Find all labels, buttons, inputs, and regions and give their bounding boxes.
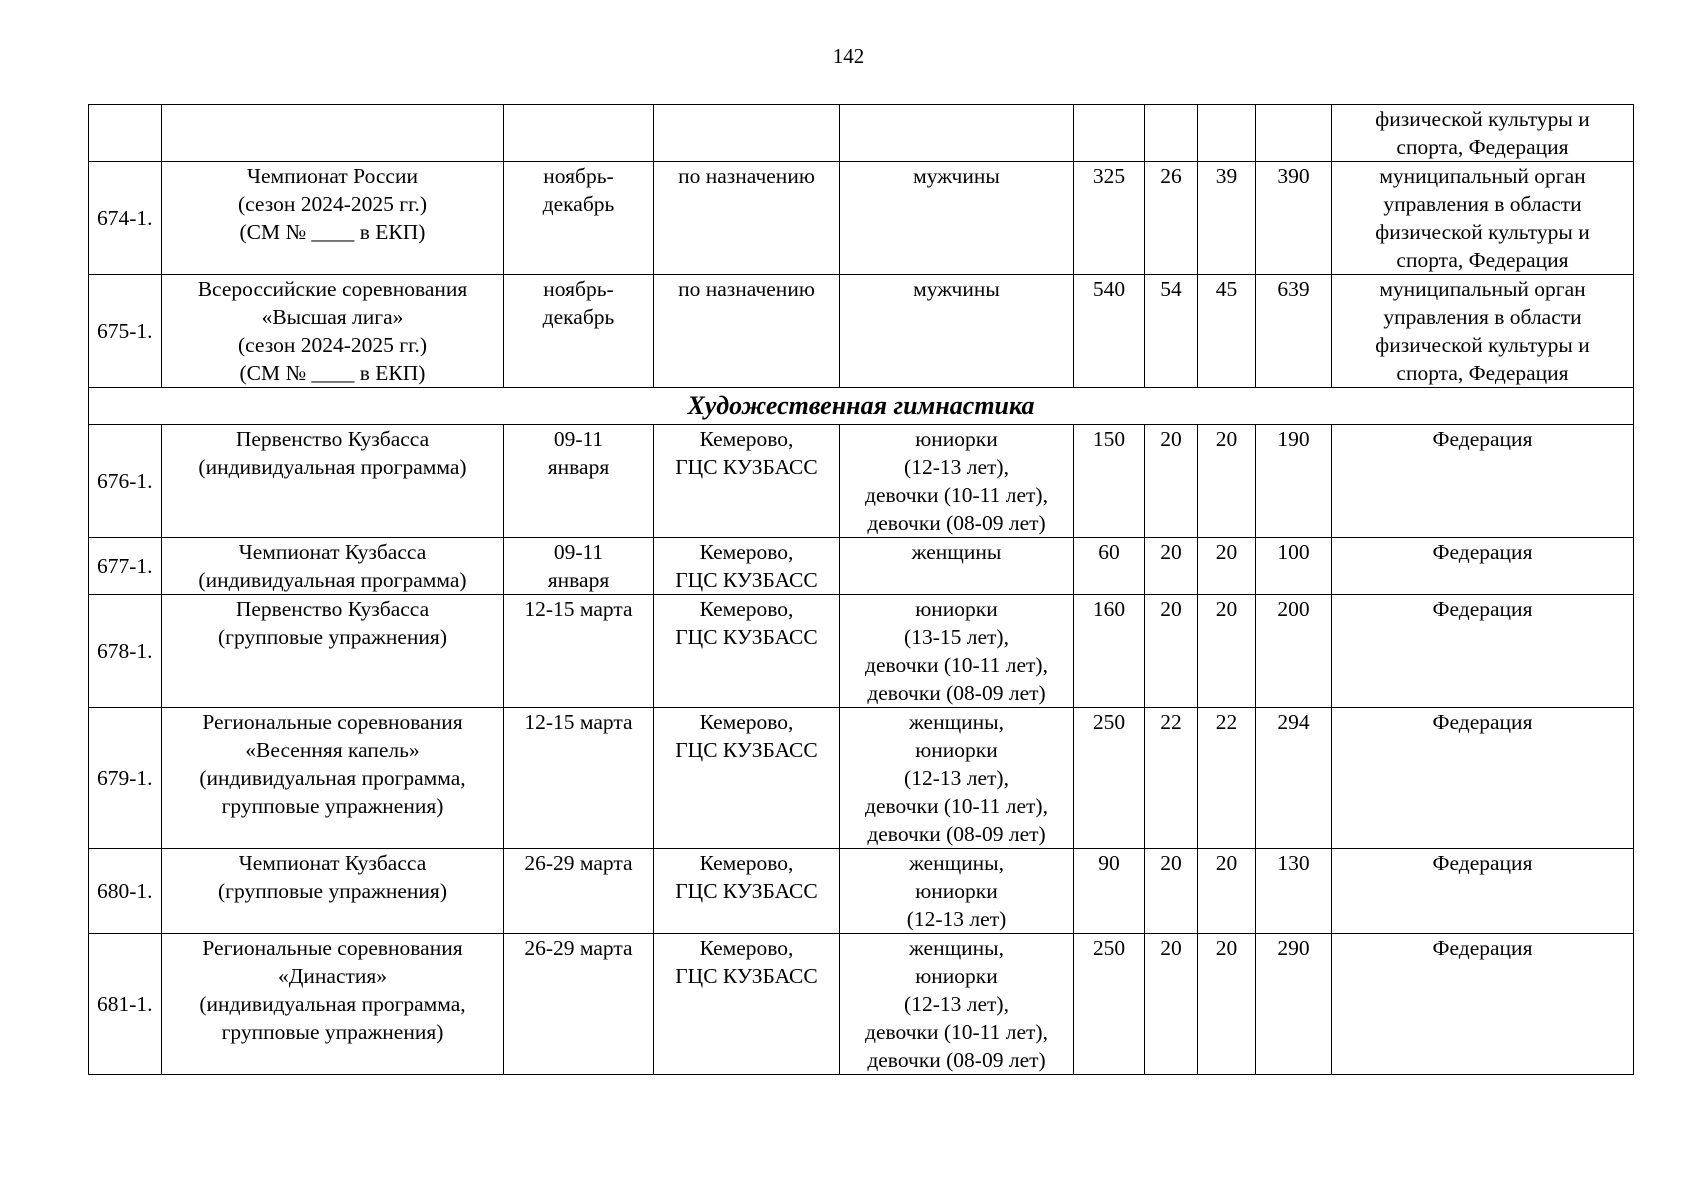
- cell-v2: [1145, 105, 1198, 162]
- organizer-line: физической культуры и: [1375, 107, 1590, 131]
- event-line: (СМ № ____ в ЕКП): [239, 361, 426, 385]
- event-line: «Весенняя капель»: [245, 738, 420, 762]
- organizer-line: спорта, Федерация: [1396, 361, 1569, 385]
- cell-place: [654, 105, 840, 162]
- organizer-line: спорта, Федерация: [1396, 248, 1569, 272]
- organizer-line: Федерация: [1432, 597, 1533, 621]
- cell-v3: 39: [1198, 162, 1256, 275]
- cell-place: [654, 538, 840, 595]
- cell-participants: [840, 425, 1074, 538]
- participants-line: девочки (08-09 лет): [867, 511, 1046, 535]
- cell-event: [162, 934, 504, 1075]
- section-row: [89, 388, 1634, 425]
- event-line: Первенство Кузбасса: [235, 427, 430, 451]
- participants-line: (12-13 лет),: [904, 455, 1009, 479]
- organizer-line: физической культуры и: [1375, 333, 1590, 357]
- organizer-line: муниципальный орган: [1379, 277, 1586, 301]
- cell-num: 676-1.: [89, 425, 162, 538]
- cell-v1: 60: [1074, 538, 1145, 595]
- dates-line: января: [547, 455, 610, 479]
- cell-event: [162, 595, 504, 708]
- cell-place: [654, 275, 840, 388]
- table-row: [89, 162, 1634, 275]
- event-line: Всероссийские соревнования: [197, 277, 468, 301]
- dates-line: 12-15 марта: [524, 597, 633, 621]
- participants-line: женщины,: [908, 710, 1004, 734]
- continuation-row: [89, 105, 1634, 162]
- cell-dates: [504, 425, 654, 538]
- cell-participants: [840, 538, 1074, 595]
- participants-line: девочки (10-11 лет),: [865, 794, 1048, 818]
- participants-line: женщины,: [908, 851, 1004, 875]
- cell-dates: [504, 595, 654, 708]
- cell-event: [162, 105, 504, 162]
- table-row: [89, 275, 1634, 388]
- organizer-line: Федерация: [1432, 936, 1533, 960]
- cell-v3: 45: [1198, 275, 1256, 388]
- cell-event: [162, 538, 504, 595]
- place-line: Кемерово,: [699, 851, 794, 875]
- place-line: ГЦС КУЗБАСС: [675, 568, 818, 592]
- cell-total: 130: [1256, 849, 1332, 934]
- cell-participants: [840, 934, 1074, 1075]
- organizer-line: физической культуры и: [1375, 220, 1590, 244]
- event-line: (индивидуальная программа): [198, 568, 467, 592]
- event-line: (индивидуальная программа,: [199, 992, 466, 1016]
- cell-organizer: [1332, 162, 1634, 275]
- cell-v3: 20: [1198, 849, 1256, 934]
- participants-line: девочки (08-09 лет): [867, 681, 1046, 705]
- cell-dates: [504, 538, 654, 595]
- cell-v1: [1074, 105, 1145, 162]
- cell-participants: [840, 708, 1074, 849]
- table-row: [89, 934, 1634, 1075]
- cell-participants: [840, 105, 1074, 162]
- cell-place: [654, 425, 840, 538]
- cell-total: 190: [1256, 425, 1332, 538]
- dates-line: 26-29 марта: [524, 851, 633, 875]
- cell-event: [162, 275, 504, 388]
- event-line: (индивидуальная программа,: [199, 766, 466, 790]
- cell-dates: [504, 849, 654, 934]
- dates-line: 26-29 марта: [524, 936, 633, 960]
- cell-v3: 20: [1198, 538, 1256, 595]
- participants-line: девочки (08-09 лет): [867, 1048, 1046, 1072]
- cell-v3: 20: [1198, 934, 1256, 1075]
- cell-participants: [840, 849, 1074, 934]
- table-row: [89, 849, 1634, 934]
- cell-dates: [504, 162, 654, 275]
- participants-line: мужчины: [913, 277, 1000, 301]
- cell-v2: 20: [1145, 538, 1198, 595]
- cell-place: [654, 162, 840, 275]
- event-line: «Высшая лига»: [261, 305, 404, 329]
- participants-line: девочки (08-09 лет): [867, 822, 1046, 846]
- event-line: Региональные соревнования: [202, 710, 463, 734]
- event-line: (индивидуальная программа): [198, 455, 467, 479]
- cell-participants: [840, 275, 1074, 388]
- cell-place: [654, 849, 840, 934]
- cell-v3: [1198, 105, 1256, 162]
- cell-organizer: [1332, 708, 1634, 849]
- cell-v2: 20: [1145, 849, 1198, 934]
- cell-v2: 26: [1145, 162, 1198, 275]
- event-line: (сезон 2024-2025 гг.): [237, 192, 428, 216]
- cell-num: 680-1.: [89, 849, 162, 934]
- cell-v1: 540: [1074, 275, 1145, 388]
- cell-v2: 20: [1145, 595, 1198, 708]
- table-row: [89, 595, 1634, 708]
- cell-v2: 22: [1145, 708, 1198, 849]
- cell-num: 681-1.: [89, 934, 162, 1075]
- place-line: по назначению: [678, 277, 815, 301]
- events-table: [88, 104, 1634, 1075]
- organizer-line: управления в области: [1383, 305, 1582, 329]
- cell-total: 200: [1256, 595, 1332, 708]
- event-line: Чемпионат Кузбасса: [238, 851, 427, 875]
- cell-v3: 22: [1198, 708, 1256, 849]
- participants-line: мужчины: [913, 164, 1000, 188]
- place-line: Кемерово,: [699, 540, 794, 564]
- event-line: групповые упражнения): [221, 794, 444, 818]
- cell-total: 390: [1256, 162, 1332, 275]
- cell-num: 677-1.: [89, 538, 162, 595]
- organizer-line: муниципальный орган: [1379, 164, 1586, 188]
- cell-total: [1256, 105, 1332, 162]
- cell-event: [162, 849, 504, 934]
- cell-participants: [840, 595, 1074, 708]
- cell-dates: [504, 708, 654, 849]
- participants-line: (13-15 лет),: [904, 625, 1009, 649]
- cell-v1: 325: [1074, 162, 1145, 275]
- table-row: [89, 538, 1634, 595]
- dates-line: января: [547, 568, 610, 592]
- cell-total: 100: [1256, 538, 1332, 595]
- cell-total: 294: [1256, 708, 1332, 849]
- organizer-line: Федерация: [1432, 427, 1533, 451]
- cell-organizer: [1332, 105, 1634, 162]
- dates-line: 09-11: [553, 427, 604, 451]
- dates-line: декабрь: [542, 192, 615, 216]
- participants-line: юниорки: [915, 738, 998, 762]
- cell-total: 639: [1256, 275, 1332, 388]
- cell-v1: 90: [1074, 849, 1145, 934]
- participants-line: (12-13 лет),: [904, 766, 1009, 790]
- event-line: Чемпионат России: [247, 164, 418, 188]
- cell-event: [162, 162, 504, 275]
- cell-v1: 250: [1074, 934, 1145, 1075]
- participants-line: девочки (10-11 лет),: [865, 483, 1048, 507]
- event-line: Первенство Кузбасса: [235, 597, 430, 621]
- participants-line: женщины: [911, 540, 1002, 564]
- table-row: [89, 708, 1634, 849]
- place-line: Кемерово,: [699, 427, 794, 451]
- place-line: Кемерово,: [699, 597, 794, 621]
- cell-dates: [504, 275, 654, 388]
- participants-line: девочки (10-11 лет),: [865, 1020, 1048, 1044]
- cell-num: [89, 105, 162, 162]
- cell-v2: 54: [1145, 275, 1198, 388]
- place-line: ГЦС КУЗБАСС: [675, 964, 818, 988]
- participants-line: юниорки: [915, 597, 998, 621]
- event-line: (сезон 2024-2025 гг.): [237, 333, 428, 357]
- cell-v3: 20: [1198, 595, 1256, 708]
- cell-num: 675-1.: [89, 275, 162, 388]
- dates-line: ноябрь-: [543, 277, 614, 301]
- event-line: групповые упражнения): [221, 1020, 444, 1044]
- cell-total: 290: [1256, 934, 1332, 1075]
- event-line: Региональные соревнования: [202, 936, 463, 960]
- place-line: ГЦС КУЗБАСС: [675, 879, 818, 903]
- table-row: [89, 425, 1634, 538]
- place-line: по назначению: [678, 164, 815, 188]
- cell-organizer: [1332, 934, 1634, 1075]
- organizer-line: спорта, Федерация: [1396, 135, 1569, 159]
- cell-place: [654, 595, 840, 708]
- organizer-line: Федерация: [1432, 540, 1533, 564]
- cell-dates: [504, 105, 654, 162]
- organizer-line: Федерация: [1432, 710, 1533, 734]
- participants-line: юниорки: [915, 964, 998, 988]
- cell-organizer: [1332, 275, 1634, 388]
- dates-line: ноябрь-: [543, 164, 614, 188]
- cell-organizer: [1332, 538, 1634, 595]
- cell-event: [162, 708, 504, 849]
- participants-line: юниорки: [915, 427, 998, 451]
- cell-v1: 250: [1074, 708, 1145, 849]
- cell-participants: [840, 162, 1074, 275]
- participants-line: юниорки: [915, 879, 998, 903]
- event-line: (групповые упражнения): [218, 879, 447, 903]
- cell-place: [654, 708, 840, 849]
- place-line: Кемерово,: [699, 936, 794, 960]
- cell-organizer: [1332, 595, 1634, 708]
- dates-line: декабрь: [542, 305, 615, 329]
- cell-organizer: [1332, 425, 1634, 538]
- cell-place: [654, 934, 840, 1075]
- organizer-line: управления в области: [1383, 192, 1582, 216]
- event-line: (СМ № ____ в ЕКП): [239, 220, 426, 244]
- dates-line: 12-15 марта: [524, 710, 633, 734]
- cell-event: [162, 425, 504, 538]
- event-line: «Династия»: [277, 964, 388, 988]
- section-title: Художественная гимнастика: [89, 388, 1634, 425]
- place-line: ГЦС КУЗБАСС: [675, 738, 818, 762]
- cell-v2: 20: [1145, 934, 1198, 1075]
- cell-num: 674-1.: [89, 162, 162, 275]
- cell-v3: 20: [1198, 425, 1256, 538]
- participants-line: девочки (10-11 лет),: [865, 653, 1048, 677]
- cell-v1: 150: [1074, 425, 1145, 538]
- cell-num: 678-1.: [89, 595, 162, 708]
- event-line: Чемпионат Кузбасса: [238, 540, 427, 564]
- dates-line: 09-11: [553, 540, 604, 564]
- cell-organizer: [1332, 849, 1634, 934]
- place-line: ГЦС КУЗБАСС: [675, 625, 818, 649]
- participants-line: женщины,: [908, 936, 1004, 960]
- place-line: ГЦС КУЗБАСС: [675, 455, 818, 479]
- cell-dates: [504, 934, 654, 1075]
- organizer-line: Федерация: [1432, 851, 1533, 875]
- cell-v1: 160: [1074, 595, 1145, 708]
- page-number: 142: [832, 44, 865, 68]
- cell-v2: 20: [1145, 425, 1198, 538]
- participants-line: (12-13 лет): [906, 907, 1007, 931]
- participants-line: (12-13 лет),: [904, 992, 1009, 1016]
- event-line: (групповые упражнения): [218, 625, 447, 649]
- cell-num: 679-1.: [89, 708, 162, 849]
- place-line: Кемерово,: [699, 710, 794, 734]
